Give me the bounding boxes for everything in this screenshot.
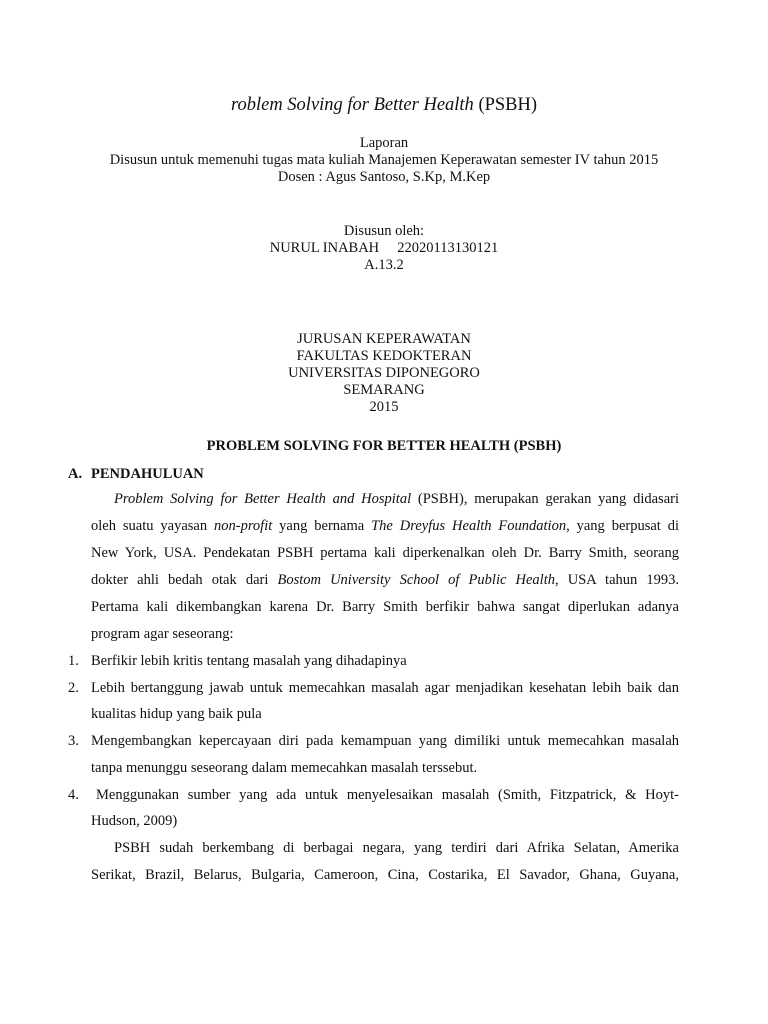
main-heading: PROBLEM SOLVING FOR BETTER HEALTH (PSBH) [206, 438, 562, 454]
section-title: PENDAHULUAN [91, 466, 204, 482]
faculty-line: FAKULTAS KEDOKTERAN [296, 348, 472, 364]
para1-line4-b: , USA tahun 1993. [554, 572, 679, 588]
list-item-3-line2: tanpa menunggu seseorang dalam memecahkan masalah terssebut. [91, 760, 478, 776]
list-item-2-number: 2. [68, 680, 79, 696]
list-item-3-line1: Mengembangkan kepercayaan diri pada kemampuan yang dimiliki untuk memecahkan masalah [91, 733, 679, 749]
by-label: Disusun oleh: [343, 223, 425, 239]
para1-line2-italic1: non-profit [214, 518, 273, 534]
cover-title-italic: roblem Solving for Better Health [230, 95, 474, 115]
list-item-1-number: 1. [68, 653, 79, 669]
city-line: SEMARANG [343, 382, 425, 398]
cover-title-acronym: (PSBH) [473, 95, 538, 115]
report-purpose: Disusun untuk memenuhi tugas mata kuliah Manajemen Keperawatan semester IV tahun 2015 [109, 152, 659, 168]
para1-line2 [91, 518, 679, 535]
para1-line2-italic2: The Dreyfus Health Foundation [371, 518, 567, 534]
institution-block [0, 331, 768, 416]
report-label: Laporan [359, 135, 409, 151]
list-item-2-line1: Lebih bertanggung jawab untuk memecahkan masalah agar menjadikan kesehatan lebih baik dan [91, 680, 679, 696]
cover-info-block [0, 135, 768, 186]
list-item-4-number: 4. [68, 787, 79, 803]
class-line: A.13.2 [364, 257, 404, 273]
cover-title [0, 93, 768, 117]
para2-line1: PSBH sudah berkembang di berbagai negara, yang terdiri dari Afrika Selatan, Amerika [114, 840, 679, 856]
para2-line2: Serikat, Brazil, Belarus, Bulgaria, Cameroon, Cina, Costarika, El Savador, Ghana, Guyana, [91, 867, 679, 883]
para1-line1-text: (PSBH), merupakan gerakan yang didasari [411, 491, 679, 507]
department-line: JURUSAN KEPERAWATAN [297, 331, 471, 347]
para1-line5: Pertama kali dikembangkan karena Dr. Barry Smith berfikir bahwa sangat diperlukan adanya [91, 599, 679, 615]
para1-line2-b: yang bernama [272, 518, 372, 534]
list-item-1-line1: Berfikir lebih kritis tentang masalah yang dihadapinya [91, 653, 407, 669]
para1-italic-title: Problem Solving for Better Health and Hospital [114, 491, 412, 507]
para1-line6: program agar seseorang: [91, 626, 234, 642]
para1-line4-a: dokter ahli bedah otak dari [91, 572, 278, 588]
author-block [0, 223, 768, 274]
section-number: A. [68, 466, 83, 482]
section-heading [68, 466, 204, 483]
author-line: NURUL INABAH 22020113130121 [269, 240, 499, 256]
list-item-4-line2: Hudson, 2009) [91, 813, 178, 829]
list-item-3-number: 3. [68, 733, 79, 749]
para1-line4-italic: Bostom University School of Public Health [277, 572, 555, 588]
para1-line3: New York, USA. Pendekatan PSBH pertama kali diperkenalkan oleh Dr. Barry Smith, seorang [91, 545, 679, 561]
year-line: 2015 [369, 399, 399, 415]
list-item-4-line1: Menggunakan sumber yang ada untuk menyelesaikan masalah (Smith, Fitzpatrick, & Hoyt- [96, 787, 679, 803]
university-line: UNIVERSITAS DIPONEGORO [288, 365, 480, 381]
para1-line2-a: oleh suatu yayasan [91, 518, 214, 534]
para1-line1 [114, 491, 679, 508]
lecturer-line: Dosen : Agus Santoso, S.Kp, M.Kep [277, 169, 491, 185]
para1-line2-c: , yang berpusat di [566, 518, 680, 534]
list-item-2-line2: kualitas hidup yang baik pula [91, 706, 262, 722]
para1-line4 [91, 572, 679, 589]
